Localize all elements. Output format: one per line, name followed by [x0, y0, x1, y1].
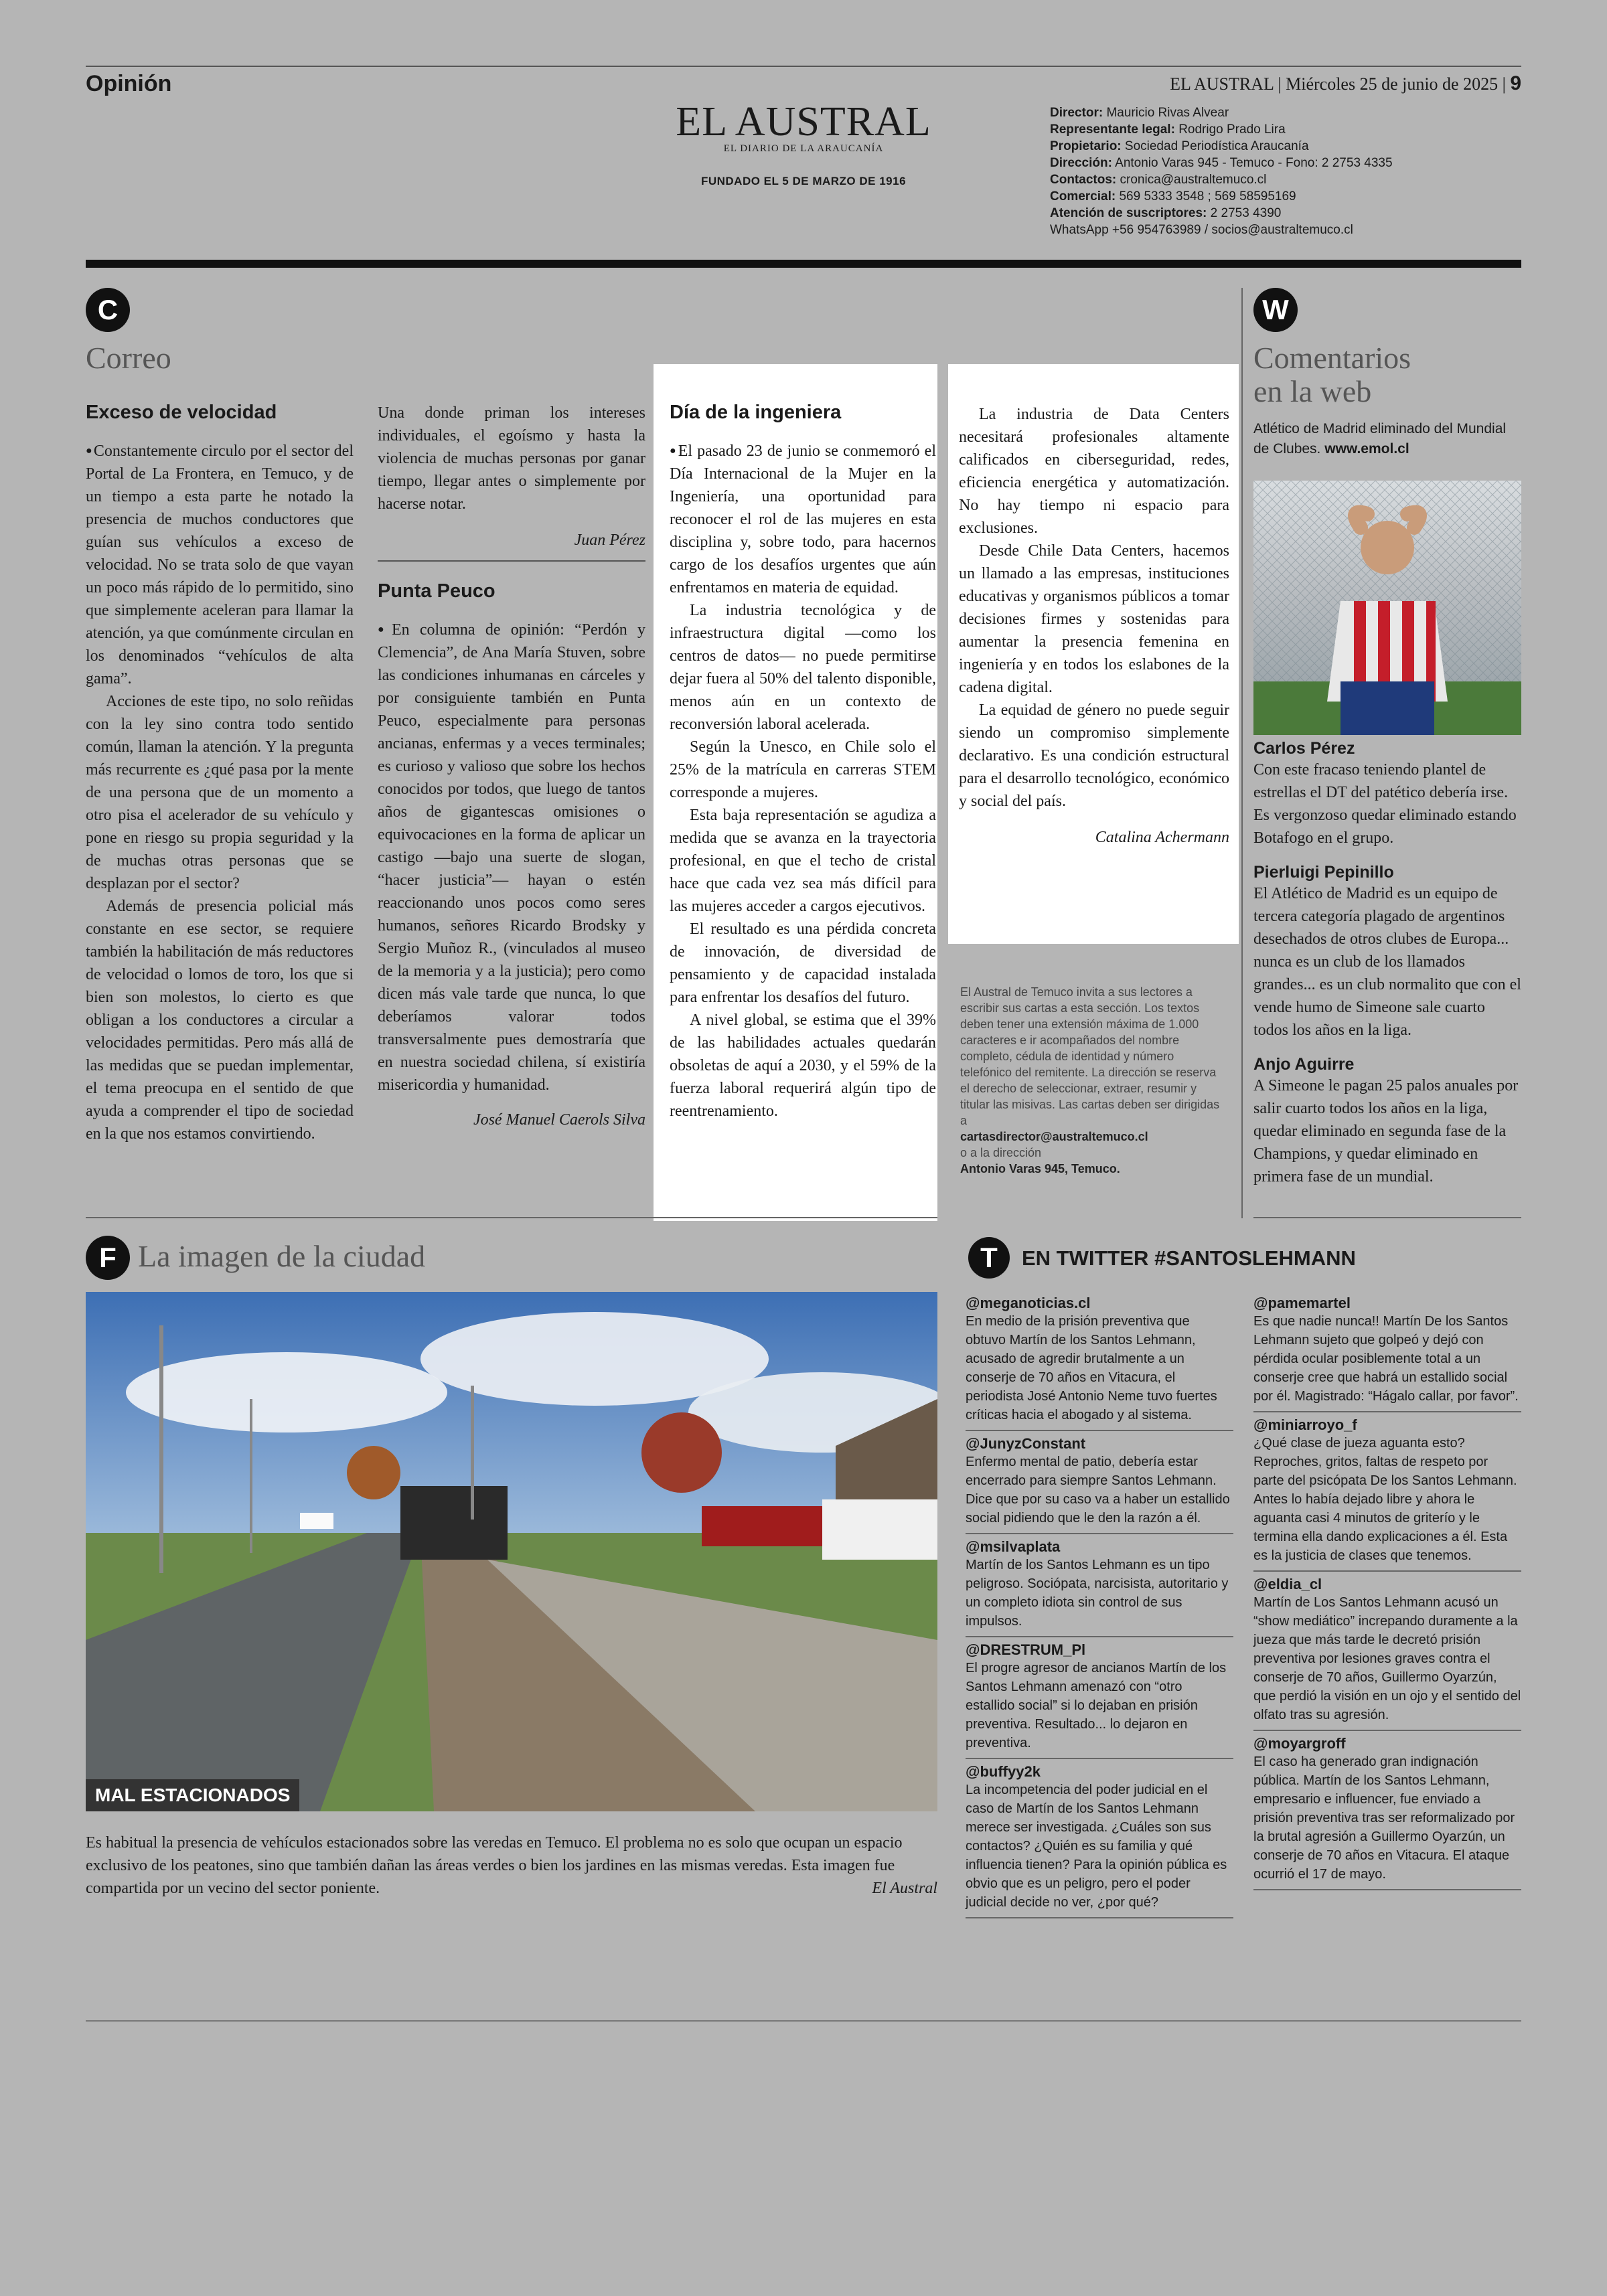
staff-label: Dirección: — [1050, 156, 1112, 170]
notice-text: El Austral de Temuco invita a sus lectores a escribir sus cartas a esta sección. Los textos deben tener una extensión máxima de 1.000 caracteres e ir acompañados del nombre completo, cédula de identidad y número telefónico del remitente. La dirección se reserva el derecho de seleccionar, extraer, resumir y titular las misivas. Las cartas deben ser dirigidas a — [960, 985, 1220, 1127]
letter-paragraph: La industria tecnológica y de infraestructura digital —como los centros de datos— no puede permitirse dejar fuera al 50% del talento disponible, menos aún en un contexto de reconversión laboral acelerada. — [670, 602, 936, 733]
comment-author: Carlos Pérez — [1253, 739, 1355, 758]
letter-paragraph: Esta baja representación se agudiza a medida que se avanza en la trayectoria profesional, en que el techo de cristal hace que cada vez sea más difícil para las mujeres acceder a cargos ejecutivos. — [670, 807, 936, 915]
letter-paragraph: ● Constantemente circulo por el sector del Portal de La Frontera, en Temuco, y de un tiempo a esta parte he notado la presencia de muchos conductores que guían sus vehículos a exceso de velocidad. No se trata solo de que vayan un poco más rápido de lo permitido, sino que simplemente aceleran para llamar la atención, ya que comúnmente circulan en los denominados “vehículos de alta gama”. — [86, 440, 354, 690]
signature: Catalina Achermann — [1095, 829, 1229, 846]
staff-label: Propietario: — [1050, 139, 1122, 153]
staff-label: Atención de suscriptores: — [1050, 206, 1207, 220]
staff-value: WhatsApp +56 954763989 / socios@australtemuco.cl — [1050, 223, 1353, 237]
twitter-col-1 — [966, 1291, 1233, 1918]
twitter-badge: T — [968, 1237, 1010, 1279]
twitter-title: EN TWITTER #SANTOSLEHMANN — [1022, 1246, 1356, 1270]
notice-email[interactable]: cartasdirector@australtemuco.cl — [960, 1130, 1148, 1143]
tweet — [966, 1637, 1233, 1759]
letter-paragraph: Según la Unesco, en Chile solo el 25% de la matrícula en carreras STEM corresponde a mujeres. — [670, 738, 936, 801]
staff-line — [1050, 171, 1452, 188]
tweet-text: ¿Qué clase de jueza aguanta esto? Reproches, gritos, faltas de respeto por parte del psicópata De los Santos Lehmann. Antes lo había dejado libre y ahora le aguanta casi 4 minutos de griterío y le termina ella dando explicaciones a él. Esta es la justicia de clases que tenemos. — [1253, 1436, 1517, 1563]
letter-paragraph: Acciones de este tipo, no solo reñidas con la ley sino contra todo sentido común, llaman la atención. Y la pregunta más recurrente es ¿qué pasa por la mente de una persona que de un momento a otro pisa el acelerador de su vehículo y pone en riesgo su propia seguridad y la de muchas otras personas que se desplazan por el sector? — [86, 693, 354, 892]
page-number: 9 — [1510, 72, 1521, 94]
tweet-handle[interactable]: @moyargroff — [1253, 1735, 1346, 1752]
staff-value: Rodrigo Prado Lira — [1178, 122, 1286, 137]
tweet-handle[interactable]: @pamemartel — [1253, 1295, 1351, 1311]
tweet-text: En medio de la prisión preventiva que obtuvo Martín de los Santos Lehmann, acusado de agredir brutalmente a un conserje de 70 años en Vitacura, el periodista José Antonio Neme tuvo fuertes críticas hacia el abogado y al sistema. — [966, 1314, 1217, 1422]
twitter-col-2 — [1253, 1291, 1521, 1890]
staff-value: cronica@australtemuco.cl — [1120, 173, 1267, 187]
staff-line — [1050, 138, 1452, 155]
tweet-handle[interactable]: @miniarroyo_f — [1253, 1416, 1357, 1433]
notice-address: Antonio Varas 945, Temuco. — [960, 1162, 1120, 1175]
tweet — [966, 1291, 1233, 1431]
signature: José Manuel Caerols Silva — [473, 1111, 645, 1129]
staff-line — [1050, 121, 1452, 138]
staff-value: 569 5333 3548 ; 569 58595169 — [1119, 189, 1296, 203]
football-photo — [1253, 481, 1521, 735]
city-caption-text: Es habitual la presencia de vehículos estacionados sobre las veredas en Temuco. El problema no es solo que ocupan un espacio exclusivo de los peatones, sino que también dañan las áreas verdes o bien los jardines en las mismas veredas. Esta imagen fue compartida por un vecino del sector poniente. — [86, 1834, 903, 1897]
staff-value: Mauricio Rivas Alvear — [1106, 106, 1229, 120]
section-label: Opinión — [86, 71, 172, 96]
staff-label: Contactos: — [1050, 173, 1117, 187]
staff-value: Antonio Varas 945 - Temuco - Fono: 2 2753 4335 — [1115, 156, 1393, 170]
staff-value: 2 2753 4390 — [1210, 206, 1282, 220]
city-badge: F — [86, 1236, 130, 1280]
letter-paragraph: ● En columna de opinión: “Perdón y Clemencia”, de Ana María Stuven, sobre las condiciones inhumanas en cárceles y por consiguiente también en Punta Peuco, especialmente para personas ancianas, enfermas y a veces terminales; es curioso y valioso que sobre los hechos conocidos por todos, que luego de tantos años de gigantescas omisiones o equivocaciones en la forma de aplicar un castigo —bajo una suerte de slogan, “hacer justicia”— hayan o estén reaccionando unos pocos como seres humanos, señores Ricardo Brodsky y Sergio Muñoz R., (vinculados al museo de la memoria y a la justicia); pero como dicen más vale tarde que nunca, lo que deberíamos valorar todos transversalmente pues demostraría que en nuestra sociedad chilena, sí existiría misericordia y humanidad. — [378, 619, 645, 1096]
tweet-handle[interactable]: @eldia_cl — [1253, 1576, 1322, 1592]
correo-title: Correo — [86, 341, 171, 375]
tweet-text: Enfermo mental de patio, debería estar encerrado para siempre Santos Lehmann. Dice que por su caso va a haber un estallido social pidiendo que le den la razón a él. — [966, 1455, 1230, 1526]
city-photo — [86, 1292, 937, 1811]
web-badge: W — [1253, 288, 1298, 332]
tweet-text: Es que nadie nunca!! Martín De los Santos Lehmann sujeto que golpeó y dejó con pérdida ocular posiblemente total a un conserje cree que habrá un estallido social por él. Magistrado: “Hágalo callar, por favor”. — [1253, 1314, 1519, 1404]
correo-badge: C — [86, 288, 130, 332]
tweet — [966, 1759, 1233, 1918]
staff-line — [1050, 155, 1452, 171]
letter-paragraph: ● El pasado 23 de junio se conmemoró el Día Internacional de la Mujer en la Ingeniería, una oportunidad para reconocer el rol de las mujeres en esta disciplina y, sobre todo, para hacernos cargo de los desafíos urgentes que aún enfrentamos en materia de equidad. — [670, 440, 936, 599]
city-title: La imagen de la ciudad — [138, 1239, 426, 1273]
tweet — [966, 1534, 1233, 1637]
letter-ingeniera — [670, 402, 936, 1123]
letter-heading: Exceso de velocidad — [86, 402, 277, 423]
letter-heading: Punta Peuco — [378, 580, 495, 602]
signature: Juan Pérez — [574, 531, 645, 549]
web-subtitle — [1253, 419, 1521, 459]
comment-author: Pierluigi Pepinillo — [1253, 863, 1394, 882]
founded-line: FUNDADO EL 5 DE MARZO DE 1916 — [700, 175, 907, 187]
web-title-line1: Comentarios — [1253, 341, 1411, 375]
web-title-line2: en la web — [1253, 374, 1372, 408]
photo-label: MAL ESTACIONADOS — [86, 1779, 299, 1811]
letter-paragraph: Además de presencia policial más constante en ese sector, se requiere también la habilitación de más reductores de velocidad o lomos de toro, los que si bien son molestos, lo cierto es que obligan a los conductores a circular a velocidades permitidas. Pero más allá de las medidas que se puedan implementar, el tema preocupa en el sentido de que ayuda a comprender el tipo de sociedad en la que nos estamos convirtiendo. — [86, 898, 354, 1143]
tweet — [1253, 1572, 1521, 1731]
web-comments — [1253, 739, 1521, 1188]
tweet — [966, 1431, 1233, 1534]
letter-paragraph: La industria de Data Centers necesitará profesionales altamente calificados en ciberseguridad, redes, eficiencia energética y automatización. No hay tiempo ni espacio para exclusiones. — [959, 406, 1229, 537]
letter-continuation: Una donde priman los intereses individuales, el egoísmo y hasta la violencia de muchas personas por ganar tiempo, llegar antes o simplemente por hacerse notar. — [378, 404, 645, 513]
tweet — [1253, 1291, 1521, 1412]
notice-or: o a la dirección — [960, 1146, 1042, 1159]
letters-notice — [960, 984, 1228, 1177]
page-meta — [1170, 72, 1521, 95]
tweet-text: El progre agresor de ancianos Martín de los Santos Lehmann amenazó con “otro estallido social” si lo dejaban en prisión preventiva. Resultado... lo dejaron en preventiva. — [966, 1661, 1227, 1750]
letter-paragraph: La equidad de género no puede seguir siendo un compromiso simplemente declarativo. Es una condición estructural para el desarrollo tecnológico, económico y social del país. — [959, 702, 1229, 810]
letter-paragraph: Desde Chile Data Centers, hacemos un llamado a las empresas, instituciones educativas y organismos públicos a tomar decisiones firmes y sostenidas para aumentar la presencia femenina en ingeniería y en todos los eslabones de la cadena digital. — [959, 542, 1229, 696]
tweet-handle[interactable]: @DRESTRUM_Pl — [966, 1641, 1086, 1658]
staff-box — [1050, 104, 1452, 238]
staff-line — [1050, 104, 1452, 121]
letter-column-2 — [378, 402, 645, 1129]
city-credit: El Austral — [872, 1880, 937, 1897]
tweet-handle[interactable]: @buffyy2k — [966, 1763, 1041, 1780]
letter-velocidad — [86, 402, 354, 1145]
comment-text: A Simeone le pagan 25 palos anuales por salir cuarto todos los años en la liga, quedar eliminado en segunda fase de la Champions, y quedar eliminado en primera fase de un mundial. — [1253, 1077, 1519, 1185]
staff-label: Representante legal: — [1050, 122, 1175, 137]
staff-value: Sociedad Periodística Araucanía — [1124, 139, 1309, 153]
city-caption — [86, 1831, 937, 1900]
web-site-link[interactable]: www.emol.cl — [1324, 441, 1409, 457]
letter-paragraph: A nivel global, se estima que el 39% de las habilidades actuales quedarán obsoletas de aquí a 2030, y el 59% de la fuerza laboral requerirá algún tipo de reentrenamiento. — [670, 1011, 936, 1120]
web-subtitle-text: Atlético de Madrid eliminado del Mundial de Clubes. — [1253, 421, 1507, 457]
comment-text: Con este fracaso teniendo plantel de estrellas el DT del patético debería irse. Es vergonzoso quedar eliminado estando Botafogo en el grupo. — [1253, 761, 1517, 847]
comment-text: El Atlético de Madrid es un equipo de tercera categoría plagado de argentinos desechados de otros clubes de Europa... nunca es un club de los llamados grandes... es un club normalito que con el vende humo de Simeone sale cuarto todos los años en la liga. — [1253, 885, 1521, 1039]
web-title — [1253, 341, 1411, 408]
masthead-title: EL AUSTRAL — [676, 99, 931, 145]
masthead-subtitle: EL DIARIO DE LA ARAUCANÍA — [723, 143, 884, 154]
web-comment — [1253, 739, 1521, 849]
tweet-text: Martín de los Santos Lehmann es un tipo peligroso. Sociópata, narcisista, autoritario y un completo idiota sin control de sus impulsos. — [966, 1558, 1229, 1629]
letter-paragraph: El resultado es una pérdida concreta de innovación, de diversidad de pensamiento y de capacidad instalada para enfrentar los desafíos del futuro. — [670, 920, 936, 1006]
tweet-handle[interactable]: @JunyzConstant — [966, 1435, 1086, 1452]
tweet-text: La incompetencia del poder judicial en el caso de Martín de los Santos Lehmann merece ser investigada. ¿Cuáles son sus contactos? ¿Quién es su familia y qué influencia tienen? Para la opinión pública es obvio que es un peligro, pero el poder judicial decide no ver, ¿por qué? — [966, 1783, 1227, 1910]
staff-label: Comercial: — [1050, 189, 1116, 203]
web-comment — [1253, 863, 1521, 1042]
tweet — [1253, 1731, 1521, 1890]
letter-ingeniera-cont — [959, 403, 1229, 847]
staff-label: Director: — [1050, 106, 1103, 120]
tweet-handle[interactable]: @msilvaplata — [966, 1538, 1061, 1555]
letter-heading: Día de la ingeniera — [670, 402, 842, 423]
web-comment — [1253, 1055, 1521, 1188]
masthead — [670, 100, 937, 188]
page-meta-text: EL AUSTRAL | Miércoles 25 de junio de 2025 | — [1170, 74, 1506, 94]
staff-line — [1050, 222, 1452, 238]
tweet-text: El caso ha generado gran indignación pública. Martín de los Santos Lehmann, empresario e influencer, fue enviado a prisión preventiva tras ser reformalizado por la brutal agresión a Guillermo Oyarzún, un conserje de 70 años en Vitacura. El ataque ocurrió el 17 de mayo. — [1253, 1754, 1515, 1882]
tweet-text: Martín de Los Santos Lehmann acusó un “show mediático” increpando duramente a la jueza que más tarde le decretó prisión preventiva por lesiones graves contra el conserje de 70 años, Guillermo Oyarzún, que perdió la visión en un ojo y el sentido del olfato tras su agresión. — [1253, 1595, 1521, 1722]
staff-line — [1050, 205, 1452, 222]
tweet-handle[interactable]: @meganoticias.cl — [966, 1295, 1091, 1311]
tweet — [1253, 1412, 1521, 1572]
staff-line — [1050, 188, 1452, 205]
comment-author: Anjo Aguirre — [1253, 1055, 1355, 1074]
